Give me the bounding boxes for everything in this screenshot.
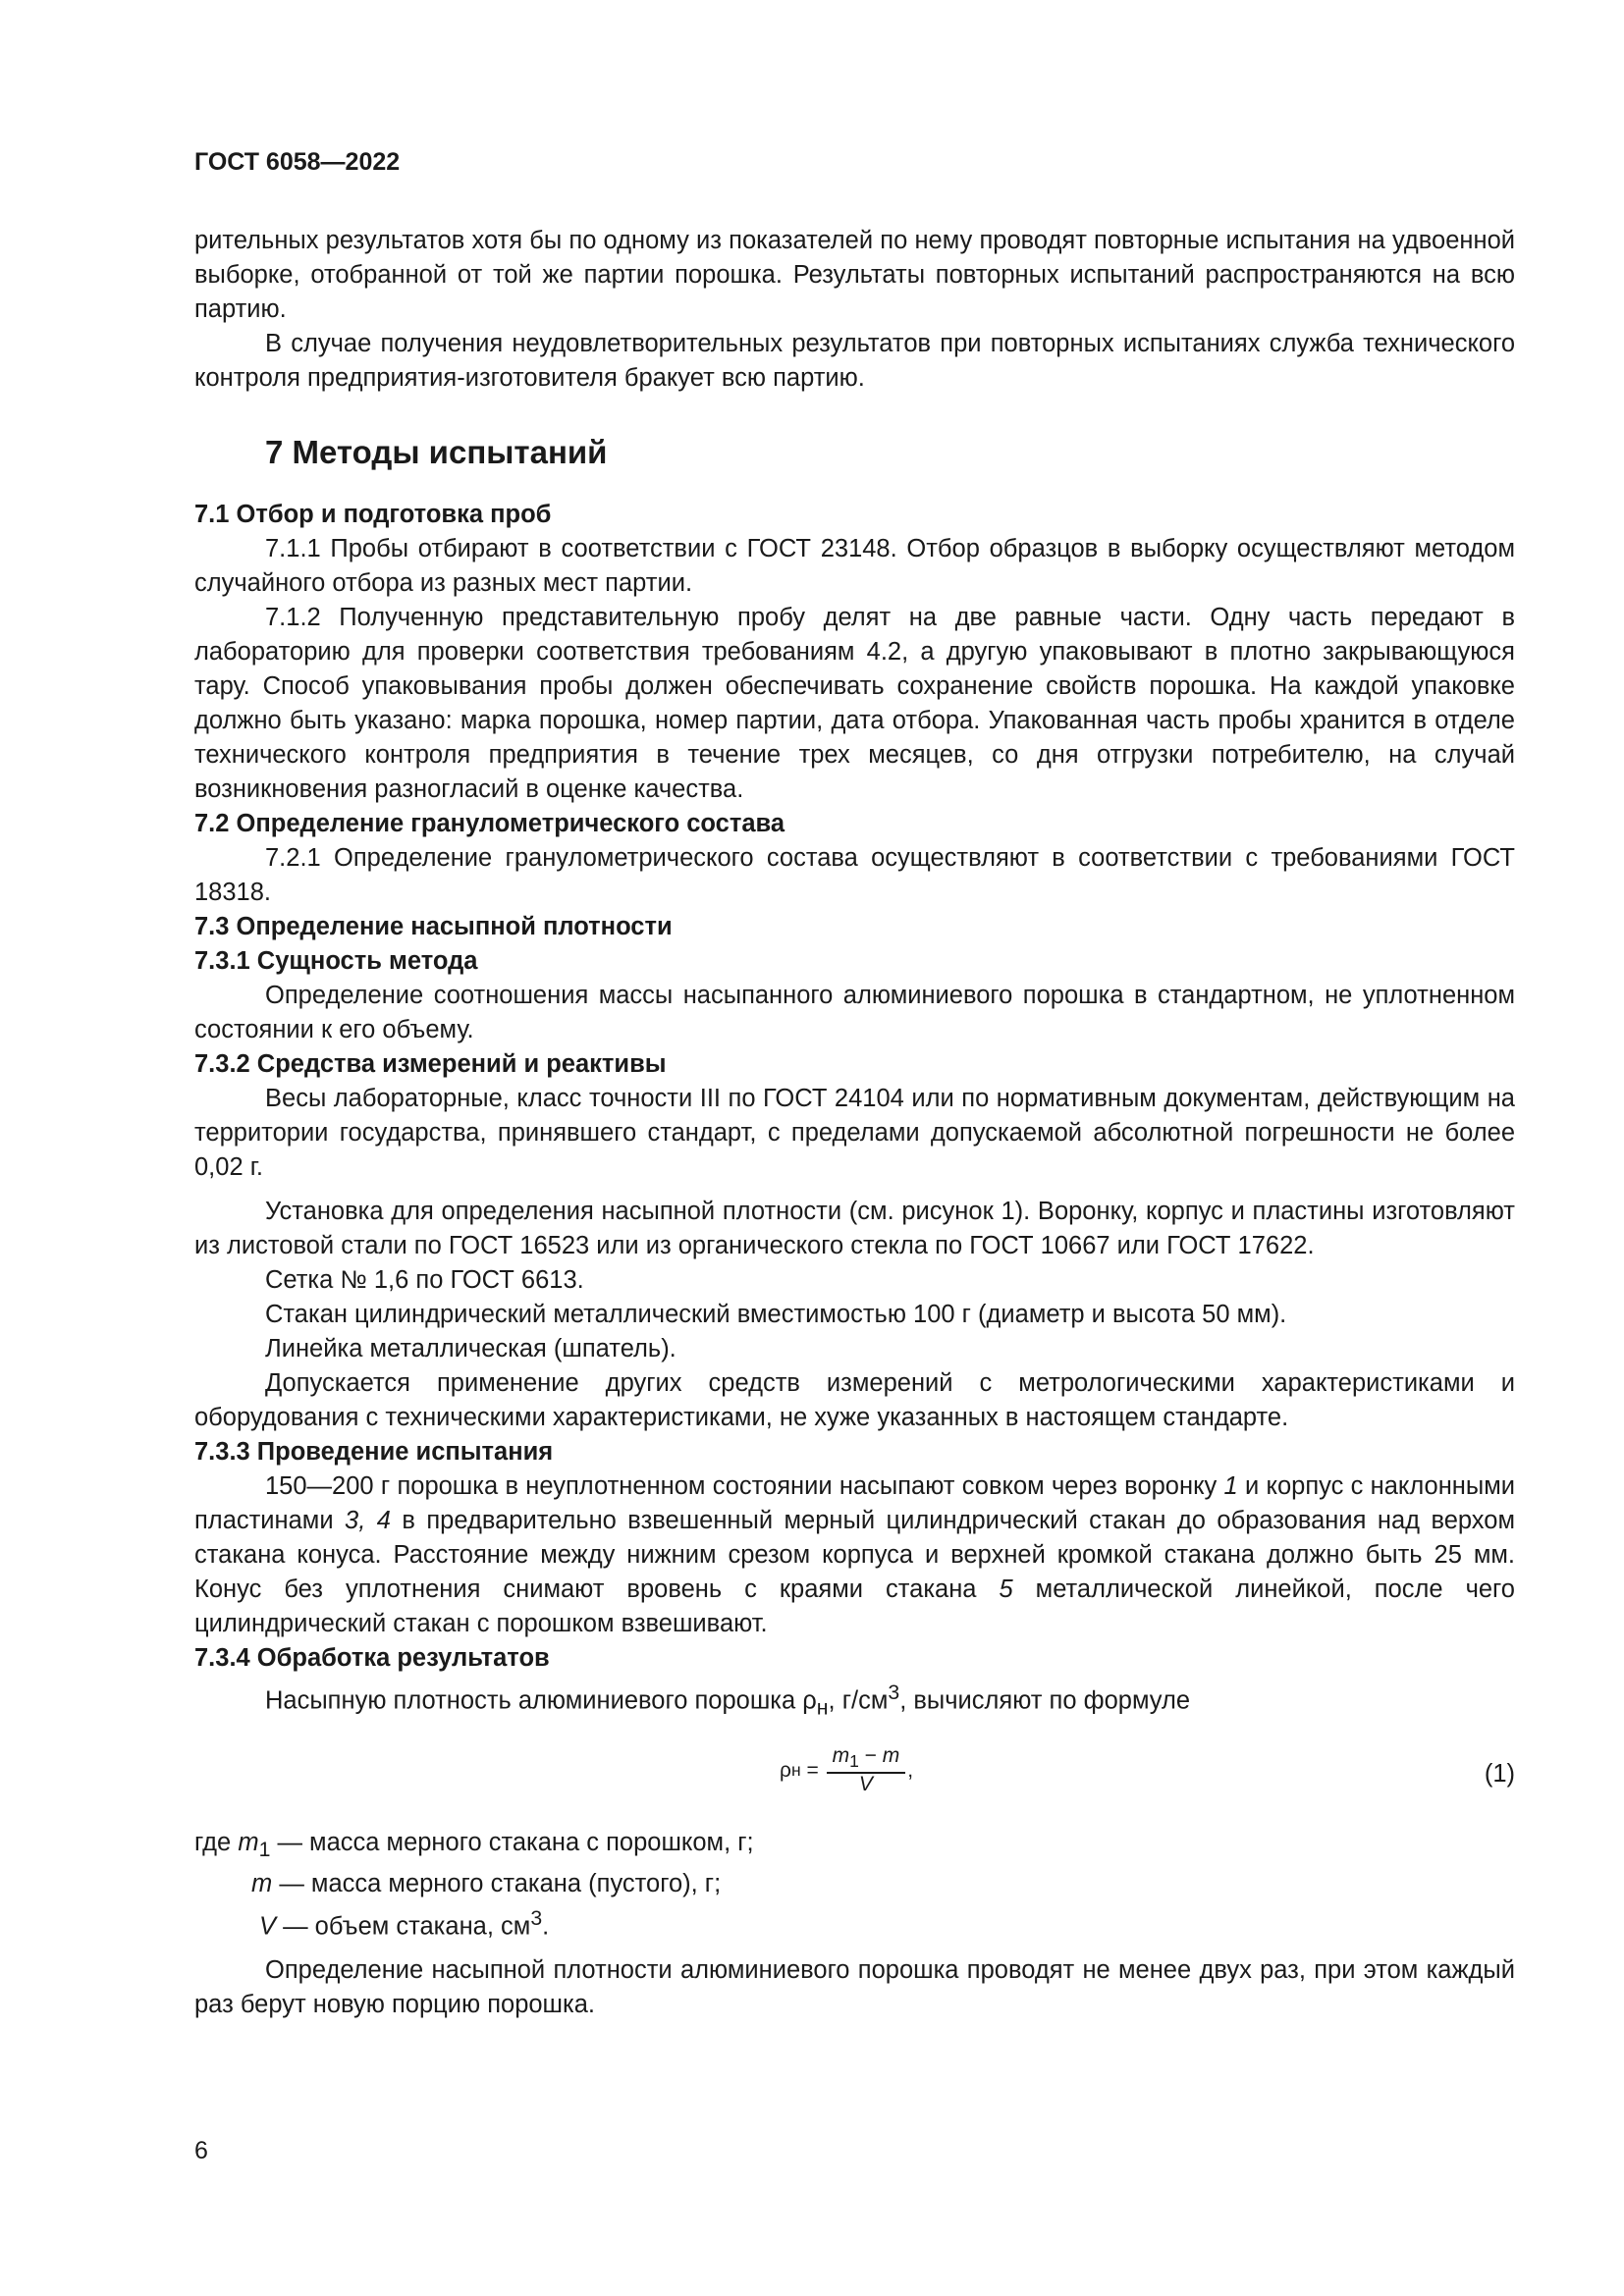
page-number: 6 bbox=[194, 2137, 208, 2164]
document-header-code: ГОСТ 6058—2022 bbox=[194, 148, 401, 176]
where-line: где $m_1$ — масса мерного стакана с порошком, г; bbox=[194, 1828, 754, 1861]
subsection-title: 7.2 Определение гранулометрического состава bbox=[194, 810, 785, 837]
paragraph: Установка для определения насыпной плотности (см. рисунок 1). Воронку, корпус и пластины изготовляют из листовой стали по ГОСТ 16523 или из органического стекла по ГОСТ 10667 или ГОСТ 17622. bbox=[194, 1198, 1515, 1259]
clause-title: 7.3.1 Сущность метода bbox=[194, 947, 478, 975]
paragraph: рительных результатов хотя бы по одному из показателей по нему проводят повторные испытания на удвоенной выборке, отобранной от той же партии порошка. Результаты повторных испытаний распространяются на всю партию. bbox=[194, 227, 1515, 323]
formula-block bbox=[194, 1732, 1515, 1816]
section-title: 7 Методы испытаний bbox=[265, 434, 608, 470]
paragraph: Стакан цилиндрический металлический вместимостью 100 г (диаметр и высота 50 мм). bbox=[265, 1301, 1287, 1328]
paragraph: 7.2.1 Определение гранулометрического состава осуществляют в соответствии с требованиями ГОСТ 18318. bbox=[194, 844, 1515, 906]
document-body bbox=[194, 224, 1515, 2022]
formula-number: (1) bbox=[1484, 1759, 1515, 1788]
formula-expression: ρ н = $\frac{m_1 - m}{V}$ , bbox=[780, 1743, 914, 1795]
where-line: V — объем стакана, $см^3$. bbox=[259, 1905, 550, 1941]
subsection-title: 7.1 Отбор и подготовка проб bbox=[194, 501, 552, 528]
subsection-title: 7.3 Определение насыпной плотности bbox=[194, 913, 673, 940]
paragraph: Определение насыпной плотности алюминиевого порошка проводят не менее двух раз, при этом каждый раз берут новую порцию порошка. bbox=[194, 1956, 1515, 2019]
paragraph-procedure: 150—200 г порошка в неуплотненном состоянии насыпают совком через воронку 1 и корпус с наклонными пластинами 3, 4 в предварительно взвешенный мерный цилиндрический стакан до образования над верхом стакана конуса. Расстояние между нижним срезом корпуса и верхней кромкой стакана должно быть 25 мм. Конус без уплотнения снимают вровень с краями стакана 5 металлической линейкой, после чего цилиндрический стакан с порошком взвешивают. bbox=[194, 1472, 1515, 1637]
formula-fraction: $\frac{m_1 - m}{V}$ bbox=[827, 1745, 906, 1795]
paragraph-formula-intro: Насыпную плотность алюминиевого порошка $\rho_н$, $г/см^3$, вычисляют по формуле bbox=[265, 1681, 1191, 1720]
where-line: m — масса мерного стакана (пустого), г; bbox=[251, 1869, 722, 1897]
clause-title: 7.3.2 Средства измерений и реактивы bbox=[194, 1050, 667, 1078]
paragraph: 7.1.1 Пробы отбирают в соответствии с ГОСТ 23148. Отбор образцов в выборку осуществляют методом случайного отбора из разных мест партии. bbox=[194, 535, 1515, 597]
paragraph: Весы лабораторные, класс точности III по ГОСТ 24104 или по нормативным документам, действующим на территории государства, принявшего стандарт, с пределами допускаемой абсолютной погрешности не более 0,02 г. bbox=[194, 1085, 1515, 1181]
clause-title: 7.3.3 Проведение испытания bbox=[194, 1438, 554, 1466]
paragraph: В случае получения неудовлетворительных результатов при повторных испытаниях служба технического контроля предприятия-изготовителя бракует всю партию. bbox=[194, 330, 1515, 392]
clause-title: 7.3.4 Обработка результатов bbox=[194, 1644, 550, 1672]
paragraph: Линейка металлическая (шпатель). bbox=[265, 1335, 677, 1362]
paragraph: 7.1.2 Полученную представительную пробу делят на две равные части. Одну часть передают в лабораторию для проверки соответствия требованиям 4.2, а другую упаковывают в плотно закрывающуюся тару. Способ упаковывания пробы должен обеспечивать сохранение свойств порошка. На каждой упаковке должно быть указано: марка порошка, номер партии, дата отбора. Упакованная часть пробы хранится в отделе технического контроля предприятия в течение трех месяцев, со дня отгрузки потребителю, на случай возникновения разногласий в оценке качества. bbox=[194, 604, 1515, 803]
paragraph: Допускается применение других средств измерений с метрологическими характеристиками и оборудования с техническими характеристиками, не хуже указанных в настоящем стандарте. bbox=[194, 1369, 1515, 1431]
paragraph: Сетка № 1,6 по ГОСТ 6613. bbox=[265, 1266, 584, 1294]
paragraph: Определение соотношения массы насыпанного алюминиевого порошка в стандартном, не уплотненном состоянии к его объему. bbox=[194, 982, 1515, 1043]
